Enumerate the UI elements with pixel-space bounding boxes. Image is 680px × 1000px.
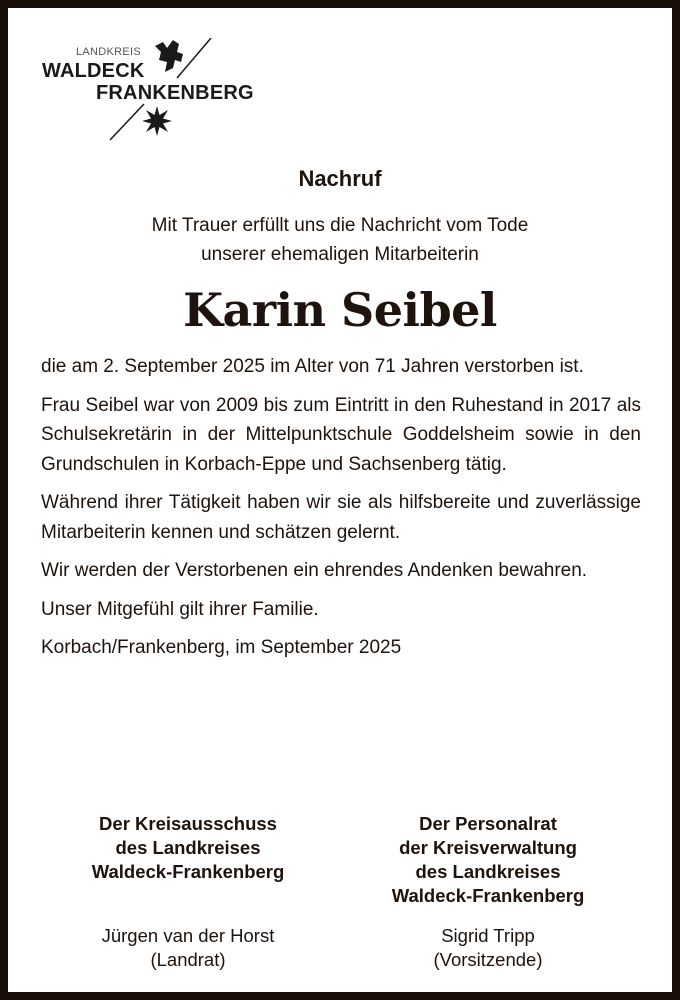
paragraph: Frau Seibel war von 2009 bis zum Eintritt in den Ruhestand in 2017 als Schulsekretärin in der Mittelpunktschule Goddelsheim sowie in den Grundschulen in Korbach-Eppe und Sachsenberg tätig. bbox=[41, 394, 641, 475]
org-line: des Landkreises bbox=[115, 837, 261, 858]
signatory-role: (Landrat) bbox=[150, 949, 226, 970]
logo bbox=[38, 36, 258, 146]
org-line: der Kreisverwaltung bbox=[399, 837, 577, 858]
logo-line-landkreis: LANDKREIS bbox=[76, 46, 142, 58]
org-line: des Landkreises bbox=[415, 861, 561, 882]
org-line: Der Kreisausschuss bbox=[99, 813, 277, 834]
signatory-name: Sigrid Tripp bbox=[441, 925, 535, 946]
signatory-name: Jürgen van der Horst bbox=[101, 925, 275, 946]
signatory bbox=[58, 924, 318, 972]
obituary-page bbox=[8, 8, 672, 992]
paragraph: Wir werden der Verstorbenen ein ehrendes Andenken bewahren. bbox=[41, 560, 588, 581]
logo-line-waldeck: WALDECK bbox=[42, 60, 145, 82]
star-icon bbox=[142, 106, 172, 136]
signature-personalrat bbox=[358, 812, 618, 972]
signature-org bbox=[358, 812, 618, 908]
intro-line-2: unserer ehemaligen Mitarbeiterin bbox=[201, 244, 479, 265]
signature-org bbox=[58, 812, 318, 884]
obituary-body bbox=[41, 352, 641, 672]
org-line: Waldeck-Frankenberg bbox=[391, 885, 585, 906]
intro-line-1: Mit Trauer erfüllt uns die Nachricht vom Tode bbox=[151, 215, 529, 236]
place-date: Korbach/Frankenberg, im September 2025 bbox=[41, 637, 402, 658]
deceased-name: Karin Seibel bbox=[183, 283, 497, 337]
signature-kreisausschuss bbox=[58, 812, 318, 972]
intro-text bbox=[8, 211, 672, 269]
signatory bbox=[358, 924, 618, 972]
signatory-role: (Vorsitzende) bbox=[433, 949, 543, 970]
heading: Nachruf bbox=[298, 166, 382, 191]
lion-icon bbox=[153, 38, 213, 80]
logo-line-frankenberg: FRANKENBERG bbox=[96, 82, 254, 104]
paragraph: die am 2. September 2025 im Alter von 71 Jahren verstorben ist. bbox=[41, 356, 584, 377]
org-line: Waldeck-Frankenberg bbox=[91, 861, 285, 882]
org-line: Der Personalrat bbox=[419, 813, 557, 834]
paragraph: Unser Mitgefühl gilt ihrer Familie. bbox=[41, 598, 319, 620]
paragraph: Während ihrer Tätigkeit haben wir sie als hilfsbereite und zuverlässige Mitarbeiterin kennen und schätzen gelernt. bbox=[41, 492, 641, 543]
